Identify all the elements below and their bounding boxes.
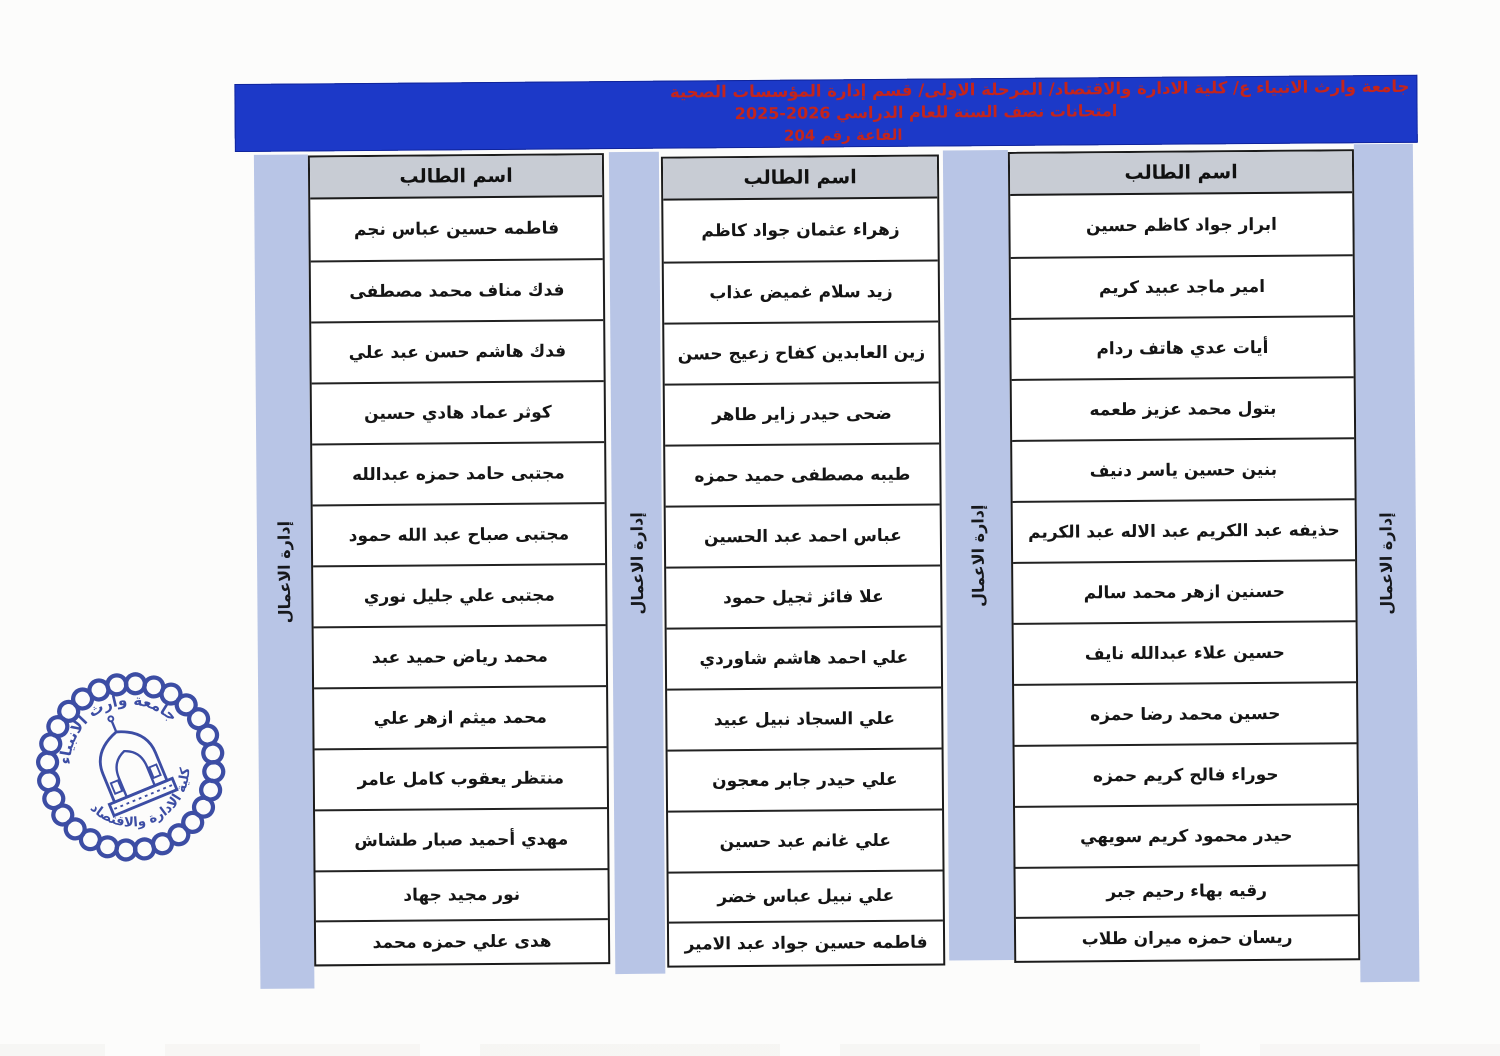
- student-row: ريسان حمزه ميران طلاب: [1016, 914, 1358, 961]
- department-strip-label: إدارة الاعمال: [1376, 511, 1397, 615]
- student-row: علي نبيل عباس خضر: [669, 870, 943, 922]
- student-row: حسين محمد رضا حمزه: [1014, 681, 1356, 745]
- student-row: علي غانم عبد حسين: [668, 809, 942, 872]
- student-row: مجتبى علي جليل نوري: [313, 563, 605, 626]
- student-rows: [310, 197, 608, 964]
- department-strip-mid-right: [943, 150, 1014, 960]
- student-row: مهدي أحميد صبار طشاش: [315, 807, 607, 870]
- student-row: علي حيدر جابر معجون: [668, 748, 942, 811]
- student-rows: [663, 199, 943, 966]
- student-row: مجتبى حامد حمزه عبدالله: [312, 441, 604, 504]
- student-row: رقيه بهاء رحيم جبر: [1015, 864, 1357, 917]
- student-row: نور مجيد جهاد: [316, 868, 608, 920]
- student-table-right: [1008, 149, 1360, 963]
- student-row: حسنين ازهر محمد سالم: [1013, 559, 1355, 623]
- student-row: زين العابدين كفاح زعيج حسن: [664, 321, 938, 384]
- student-row: حذيفه عبد الكريم عبد الاله عبد الكريم: [1013, 498, 1355, 562]
- student-row: منتظر يعقوب كامل عامر: [315, 746, 607, 809]
- student-row: كوثر عماد هادي حسين: [312, 380, 604, 443]
- column-header-student-name: اسم الطالب: [310, 155, 602, 199]
- stamp-top-text: جامعة وارث الانبياء: [56, 690, 182, 765]
- department-strip-label: إدارة الاعمال: [274, 520, 295, 623]
- student-row: حيدر محمود كريم سويهي: [1015, 803, 1357, 867]
- student-row: حوراء فالح كريم حمزه: [1015, 742, 1357, 806]
- student-row: زيد سلام غميض عذاب: [664, 260, 938, 323]
- stamp-scalloped-ring: [10, 646, 252, 888]
- student-row: فاطمه حسين عباس نجم: [353, 217, 560, 240]
- column-header-student-name: اسم الطالب: [1010, 151, 1352, 196]
- stamp-graphic: [0, 631, 267, 903]
- student-row: ضحى حيدر زاير طاهر: [665, 382, 939, 445]
- student-row: محمد ميثم ازهر علي: [314, 685, 606, 748]
- scan-artifact-edge: [0, 1044, 1500, 1056]
- student-row: محمد رياض حميد عبد: [314, 624, 606, 687]
- department-strip-far-right: [1354, 144, 1420, 982]
- student-table-left: [308, 153, 610, 966]
- student-row: علي السجاد نبيل عبيد: [667, 687, 941, 750]
- student-row: فاطمه حسين جواد عبد الامير: [669, 920, 943, 966]
- student-row: فدك هاشم حسن عبد علي: [311, 319, 603, 382]
- student-row: بنين حسين ياسر دنيف: [1012, 437, 1354, 501]
- banner-line-room-number: القاعة رقم 204: [783, 125, 903, 145]
- student-row: حسين علاء عبدالله نايف: [1014, 620, 1356, 684]
- student-row: زهراء عثمان جواد كاظم: [701, 219, 900, 241]
- student-row: هدى علي حمزه محمد: [316, 918, 608, 964]
- department-strip-label: إدارة الاعمال: [968, 503, 989, 607]
- student-row: بتول محمد عزيز طعمه: [1012, 376, 1354, 440]
- student-row: امير ماجد عبيد كريم: [1011, 254, 1353, 318]
- department-strip-far-left: [254, 154, 315, 988]
- department-strip-mid-left: [609, 152, 665, 974]
- student-row: علي احمد هاشم شاوردي: [667, 626, 941, 689]
- title-banner: [234, 75, 1417, 152]
- column-header-student-name: اسم الطالب: [663, 157, 937, 201]
- banner-line-exam-session: امتحانات نصف السنة للعام الدراسي 2026-2025: [734, 101, 1118, 124]
- student-row: علا فائز ثجيل حمود: [666, 565, 940, 628]
- student-row: ابرار جواد كاظم حسين: [1085, 214, 1278, 236]
- student-row: فدك مناف محمد مصطفى: [311, 258, 603, 321]
- student-table-middle: [661, 155, 945, 968]
- student-rows: [1010, 193, 1358, 961]
- university-seal-stamp: [0, 631, 267, 903]
- stamp-bottom-text: كلية الادارة والاقتصاد: [86, 767, 194, 831]
- banner-line-university: جامعة وارث الانبياء ع/ كلية الادارة والاقتصاد/ المرحلة الاولى/ قسم إدارة المؤسسات الصحية: [669, 76, 1410, 102]
- student-row: عباس احمد عبد الحسين: [666, 504, 940, 567]
- student-row: مجتبى صباح عبد الله حمود: [313, 502, 605, 565]
- student-row: طيبه مصطفى حميد حمزه: [665, 443, 939, 506]
- student-row: أيات عدي هاتف ردام: [1011, 315, 1353, 379]
- department-strip-label: إدارة الاعمال: [627, 511, 648, 615]
